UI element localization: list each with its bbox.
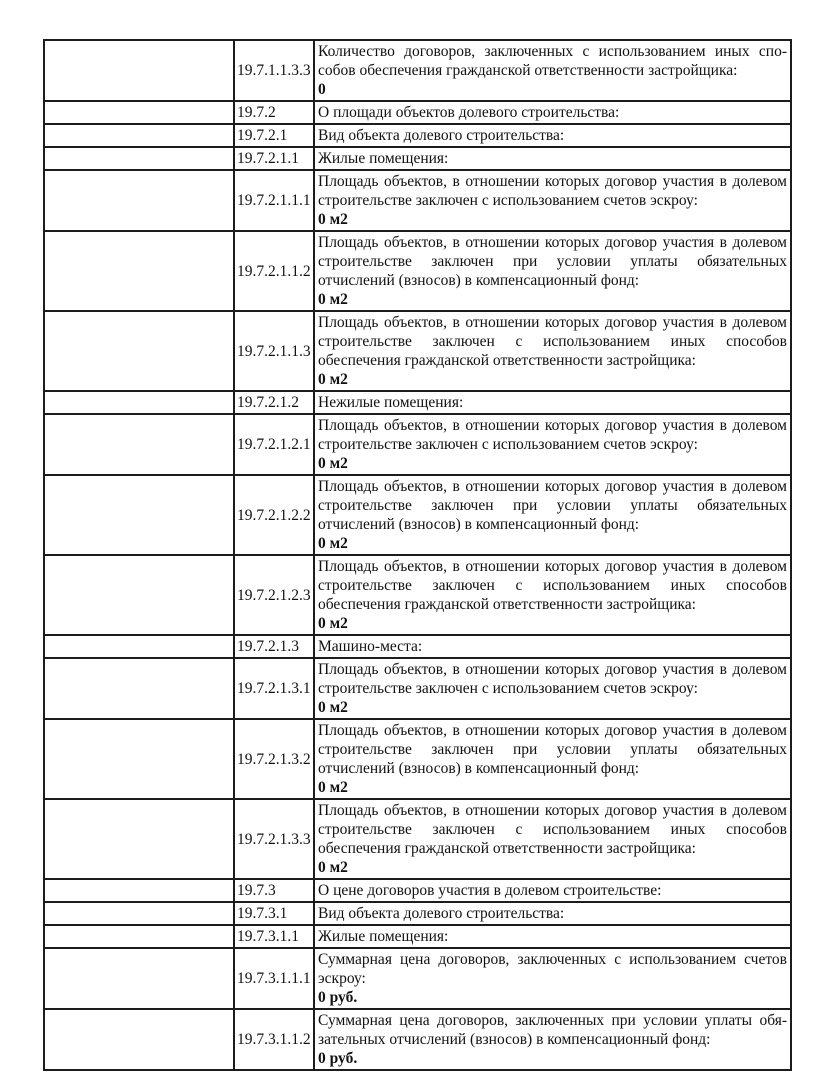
row-value: 0 м2 [318,291,348,308]
row-code: 19.7.3.1 [234,902,314,925]
row-text: О площади объектов долевого строительства: [318,104,620,121]
row-code: 19.7.2.1.3.1 [234,658,314,719]
row-content-cell [314,231,791,311]
table-row [44,124,791,147]
row-code: 19.7.2 [234,101,314,124]
row-content-cell [314,902,791,925]
row-empty-cell [44,902,234,925]
row-text: Площадь объектов, в отношении которых договор участия в долевом строительстве заключен с использованием счетов эскроу: [318,661,787,697]
row-code: 19.7.3 [234,879,314,902]
row-text: Площадь объектов, в отношении которых договор участия в долевом строительстве заключен с использованием иных способов обеспечения гражданской ответственности застройщика: [318,314,787,369]
row-code: 19.7.2.1.3 [234,635,314,658]
row-text: Площадь объектов, в отношении которых договор участия в долевом строительстве заключен с использованием иных способов обеспечения гражданской ответственности застройщика: [318,558,787,613]
table-row [44,635,791,658]
row-empty-cell [44,555,234,635]
row-value: 0 м2 [318,859,348,876]
row-empty-cell [44,147,234,170]
table-row [44,658,791,719]
row-content-cell [314,719,791,799]
row-value: 0 м2 [318,779,348,796]
row-empty-cell [44,1009,234,1070]
row-value: 0 м2 [318,535,348,552]
row-value: 0 м2 [318,371,348,388]
row-empty-cell [44,719,234,799]
row-text: Жилые помещения: [318,928,449,945]
table-row [44,925,791,948]
row-content-cell [314,658,791,719]
row-code: 19.7.2.1.1.3 [234,311,314,391]
row-text: Площадь объектов, в отношении которых договор участия в долевом строительстве заключен с использованием иных способов обеспечения гражданской ответственности застройщика: [318,802,787,857]
table-row [44,902,791,925]
row-text: Жилые помещения: [318,150,449,167]
row-text: Суммарная цена договоров, заключенных при условии уплаты обязательных отчислений (взносов) в компенсационный фонд: [318,1012,787,1048]
row-code: 19.7.2.1.3.2 [234,719,314,799]
row-text: Площадь объектов, в отношении которых договор участия в долевом строительстве заключен с использованием счетов эскроу: [318,417,787,453]
row-empty-cell [44,101,234,124]
table-row [44,147,791,170]
row-content-cell [314,1009,791,1070]
row-value: 0 м2 [318,455,348,472]
table-row [44,414,791,475]
row-value: 0 м2 [318,211,348,228]
table-row [44,101,791,124]
row-code: 19.7.2.1.2.2 [234,475,314,555]
table-row [44,948,791,1009]
row-value: 0 руб. [318,989,358,1006]
row-value: 0 [318,81,326,98]
row-code: 19.7.3.1.1.2 [234,1009,314,1070]
row-text: Нежилые помещения: [318,394,464,411]
table-row [44,311,791,391]
row-empty-cell [44,414,234,475]
row-content-cell [314,635,791,658]
row-text: Вид объекта долевого строительства: [318,905,565,922]
row-code: 19.7.2.1.2.3 [234,555,314,635]
row-content-cell [314,391,791,414]
row-empty-cell [44,391,234,414]
row-empty-cell [44,124,234,147]
row-text: Площадь объектов, в отношении которых договор участия в долевом строительстве заключен при условии уплаты обязательных отчислений (взносов) в компенсационный фонд: [318,478,787,533]
row-content-cell [314,147,791,170]
row-code: 19.7.1.1.3.3 [234,40,314,101]
row-text: Машино-места: [318,638,423,655]
row-empty-cell [44,311,234,391]
row-value: 0 руб. [318,1050,358,1067]
row-code: 19.7.2.1.2.1 [234,414,314,475]
table-row [44,555,791,635]
row-text: Площадь объектов, в отношении которых договор участия в долевом строительстве заключен с использованием счетов эскроу: [318,173,787,209]
row-text: О цене договоров участия в долевом строительстве: [318,882,662,899]
row-empty-cell [44,40,234,101]
row-content-cell [314,948,791,1009]
row-code: 19.7.2.1.1 [234,147,314,170]
table-row [44,719,791,799]
row-content-cell [314,414,791,475]
table-row [44,879,791,902]
table-row [44,1009,791,1070]
table-row [44,391,791,414]
row-empty-cell [44,799,234,879]
table-row [44,231,791,311]
row-content-cell [314,170,791,231]
row-content-cell [314,925,791,948]
row-empty-cell [44,658,234,719]
row-code: 19.7.3.1.1 [234,925,314,948]
row-empty-cell [44,925,234,948]
row-code: 19.7.3.1.1.1 [234,948,314,1009]
row-content-cell [314,40,791,101]
row-empty-cell [44,879,234,902]
row-code: 19.7.2.1.1.2 [234,231,314,311]
row-value: 0 м2 [318,615,348,632]
row-text: Суммарная цена договоров, заключенных с использованием счетов эскроу: [318,951,787,987]
table-row [44,40,791,101]
row-empty-cell [44,170,234,231]
row-content-cell [314,475,791,555]
row-empty-cell [44,475,234,555]
row-content-cell [314,101,791,124]
row-code: 19.7.2.1.1.1 [234,170,314,231]
table-row [44,170,791,231]
row-code: 19.7.2.1.2 [234,391,314,414]
row-empty-cell [44,231,234,311]
row-content-cell [314,799,791,879]
row-empty-cell [44,948,234,1009]
table-row [44,799,791,879]
table-row [44,475,791,555]
row-content-cell [314,311,791,391]
row-content-cell [314,124,791,147]
disclosure-table [43,39,792,1071]
row-code: 19.7.2.1 [234,124,314,147]
row-content-cell [314,555,791,635]
row-text: Количество договоров, заключенных с использованием иных способов обеспечения гражданской ответственности застройщика: [318,43,787,79]
row-value: 0 м2 [318,699,348,716]
row-empty-cell [44,635,234,658]
row-code: 19.7.2.1.3.3 [234,799,314,879]
row-content-cell [314,879,791,902]
disclosure-table-body [44,40,791,1070]
row-text: Вид объекта долевого строительства: [318,127,565,144]
row-text: Площадь объектов, в отношении которых договор участия в долевом строительстве заключен при условии уплаты обязательных отчислений (взносов) в компенсационный фонд: [318,234,787,289]
row-text: Площадь объектов, в отношении которых договор участия в долевом строительстве заключен при условии уплаты обязательных отчислений (взносов) в компенсационный фонд: [318,722,787,777]
